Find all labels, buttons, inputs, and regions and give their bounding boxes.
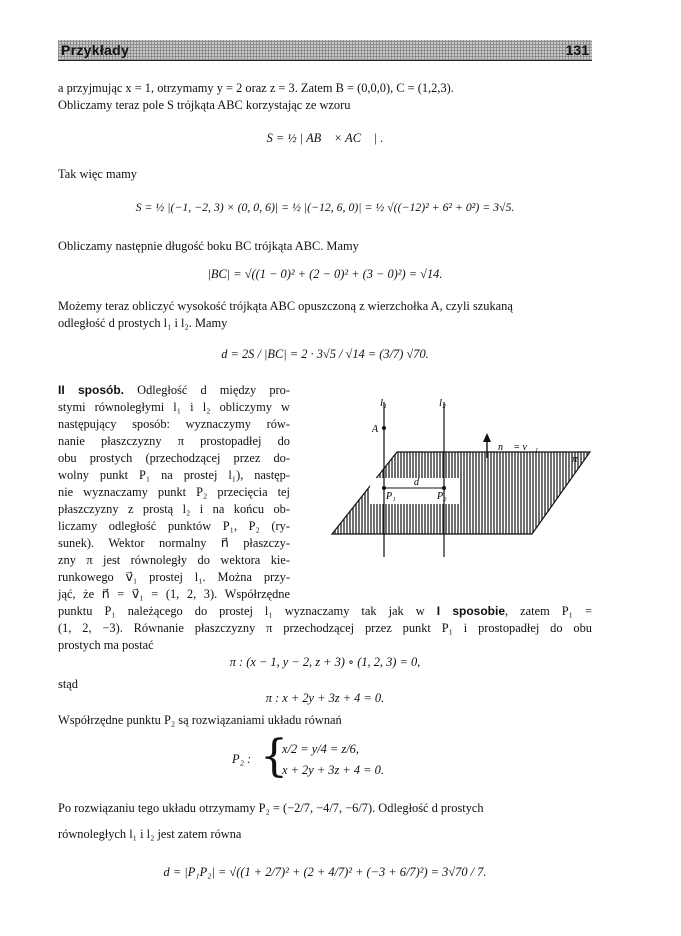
text-line: Obliczamy następnie długość boku BC trójkąta ABC. Mamy <box>58 239 359 253</box>
running-header <box>58 40 592 61</box>
point-p1 <box>382 486 386 490</box>
text-line: jąć, że n⃗ = v⃗₁ = (1, 2, 3). Współrzędne <box>58 587 290 601</box>
text-line: liczamy odległość punktów P₁, P₂ (ry- <box>58 519 290 533</box>
text-line: prostych ma postać <box>58 638 154 652</box>
plane-lines-figure <box>322 392 592 592</box>
text-line-with-bold <box>58 603 592 620</box>
label-pi: π <box>572 453 578 465</box>
text-line: następujący sposób: wyznaczymy rów- <box>58 417 290 431</box>
equation-plane-dot: π : (x − 1, y − 2, z + 3) ∘ (1, 2, 3) = 0, <box>229 655 421 669</box>
label-d: d <box>414 477 419 488</box>
equation-distance-d: d = 2S / |BC| = 2 · 3√5 / √14 = (3/7) √70. <box>221 347 429 361</box>
label-normal-vector: n⃗ = v⃗₁ <box>498 442 539 453</box>
text-line: Obliczamy teraz pole S trójkąta ABC korzystając ze wzoru <box>58 98 351 112</box>
text-line: obu prostych (przechodzącej przez do- <box>58 451 290 465</box>
method-two-first-line <box>58 382 290 399</box>
text-line: odległość d prostych l₁ i l₂. Mamy <box>58 316 228 330</box>
text-span: punktu P₁ należącego do prostej l₁ wyznaczamy tak jak w <box>58 604 425 618</box>
equation-final-distance: d = |P₁P₂| = √((1 + 2/7)² + (2 + 4/7)² + (−3 + 6/7)²) = 3√70 / 7. <box>163 865 487 879</box>
page-number: 131 <box>565 42 589 58</box>
label-l1: l₁ <box>380 397 387 409</box>
method-two-heading: II sposób. <box>58 383 125 397</box>
text-line: płaszczyzny z prostą l₂ i na końcu ob- <box>58 502 290 516</box>
text-line: Tak więc mamy <box>58 167 137 181</box>
label-p1: P₁ <box>386 491 396 502</box>
label-p2: P₂ <box>437 491 447 502</box>
equation-area-value: S = ½ |(−1, −2, 3) × (0, 0, 6)| = ½ |(−12, 6, 0)| = ½ √((−12)² + 6² + 0²) = 3√5. <box>135 200 515 214</box>
text-line: stymi równoległymi l₁ i l₂ obliczymy w <box>58 400 290 414</box>
system-eq-2: x + 2y + 3z + 4 = 0. <box>282 763 384 777</box>
text-span: , zatem P₁ = <box>505 604 592 618</box>
point-a <box>382 426 386 430</box>
equation-area-formula: S = ½ | AB⃗ × AC⃗ | . <box>266 131 384 145</box>
text-line: równoległych l₁ i l₂ jest zatem równa <box>58 827 242 841</box>
text-line: Możemy teraz obliczyć wysokość trójkąta ABC opuszczoną z wierzchołka A, czyli szukaną <box>58 299 513 313</box>
text-line: stąd <box>58 677 78 691</box>
point-p2 <box>442 486 446 490</box>
text-line: wolny punkt P₁ na prostej l₁), następ- <box>58 468 290 482</box>
equation-system <box>232 731 432 787</box>
text-line: sunek). Wektor normalny n⃗ płaszczy- <box>58 536 290 550</box>
text-line: Po rozwiązaniu tego układu otrzymamy P₂ = (−2/7, −4/7, −6/7). Odległość d prostych <box>58 801 484 815</box>
text-span: Odległość d między pro- <box>137 383 290 397</box>
text-line: nanie płaszczyzny π prostopadłej do <box>58 434 290 448</box>
header-title: Przykłady <box>61 42 130 58</box>
method-one-reference: I sposobie <box>436 604 506 618</box>
label-l2: l₂ <box>439 397 446 409</box>
label-a: A <box>372 424 379 435</box>
equation-bc-length: |BC| = √((1 − 0)² + (2 − 0)² + (3 − 0)²) = √14. <box>207 267 443 281</box>
text-line: zny π jest równoległy do wektora kie- <box>58 553 290 567</box>
text-line: (1, 2, −3). Równanie płaszczyzny π przechodzącej przez punkt P₁ i prostopadłej do obu <box>58 621 592 635</box>
system-eq-1: x/2 = y/4 = z/6, <box>282 742 359 756</box>
text-line: nie wyznaczamy punkt P₂ przecięcia tej <box>58 485 290 499</box>
equation-plane: π : x + 2y + 3z + 4 = 0. <box>265 691 385 705</box>
text-line: runkowego v⃗₁ prostej l₁. Można przy- <box>58 570 290 584</box>
system-brace: { <box>260 731 288 782</box>
text-line: Współrzędne punktu P₂ są rozwiązaniami układu równań <box>58 713 342 727</box>
system-label: P₂ : <box>232 752 252 766</box>
normal-vector-arrowhead <box>483 433 491 442</box>
text-line: a przyjmując x = 1, otrzymamy y = 2 oraz z = 3. Zatem B = (0,0,0), C = (1,2,3). <box>58 81 454 95</box>
